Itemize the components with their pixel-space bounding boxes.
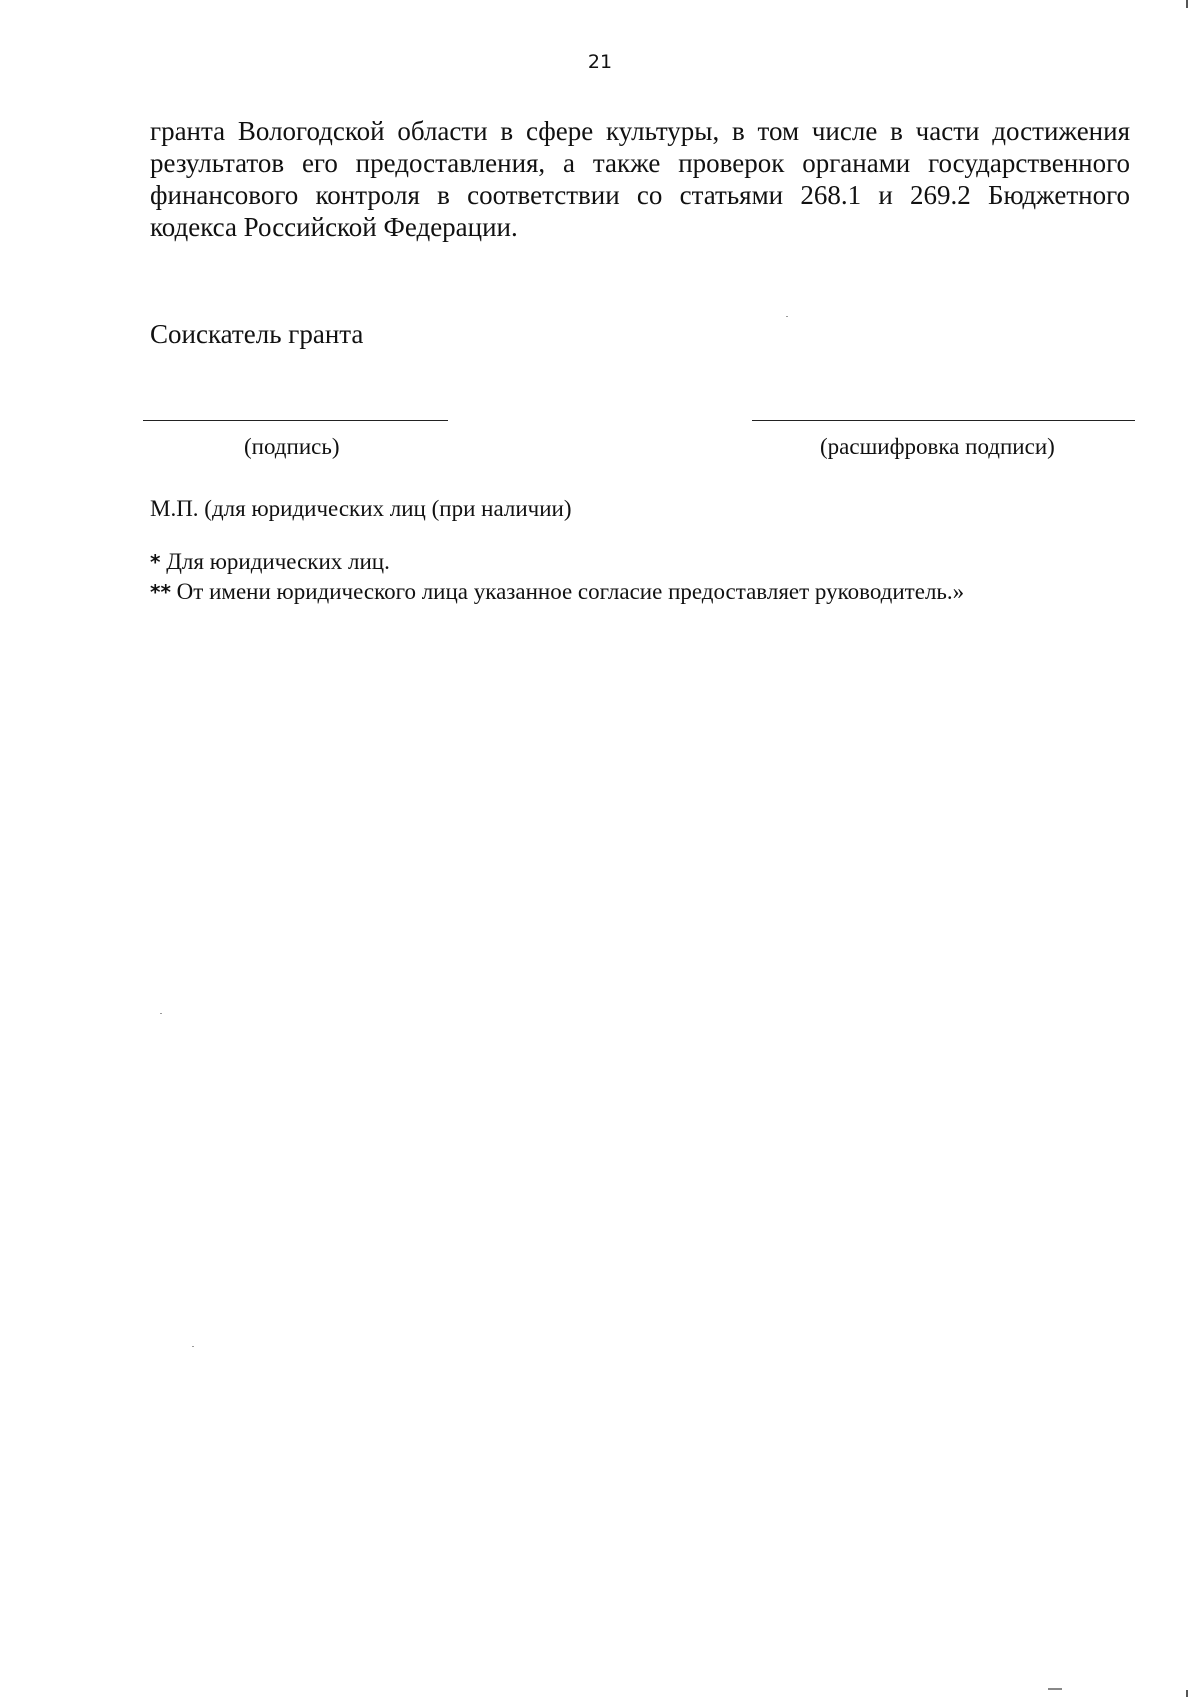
scan-speck [160, 1013, 162, 1014]
footnotes [150, 547, 964, 607]
scan-speck [786, 316, 788, 317]
body-line: финансового контроля в соответствии со статьями 268.1 и 269.2 Бюджетного [150, 180, 1130, 210]
scan-edge-mark [1186, 0, 1188, 8]
seal-note: М.П. (для юридических лиц (при наличии) [150, 496, 572, 521]
scan-speck [192, 1346, 194, 1347]
body-paragraph [150, 115, 1130, 243]
signature-decoding-caption: (расшифровка подписи) [820, 434, 1055, 459]
scan-edge-mark [1048, 1688, 1062, 1690]
applicant-label: Соискатель гранта [150, 319, 364, 349]
body-line: гранта Вологодской области в сфере культуры, в том числе в части достижения [150, 116, 1130, 146]
body-line: кодекса Российской Федерации. [150, 212, 518, 242]
footnote [150, 577, 964, 607]
footnote-text: От имени юридического лица указанное согласие предоставляет руководитель.» [170, 579, 965, 604]
signature-decoding-line [752, 420, 1135, 421]
footnote-text: Для юридических лиц. [160, 549, 390, 574]
footnote-mark: ** [150, 580, 171, 604]
footnote [150, 547, 964, 577]
footnote-mark: * [150, 550, 161, 574]
signature-line [143, 420, 448, 421]
signature-caption: (подпись) [244, 434, 340, 459]
scan-edge-mark [1186, 1690, 1188, 1697]
page-number: 21 [587, 51, 613, 73]
body-line: результатов его предоставления, а также проверок органами государственного [150, 148, 1130, 178]
